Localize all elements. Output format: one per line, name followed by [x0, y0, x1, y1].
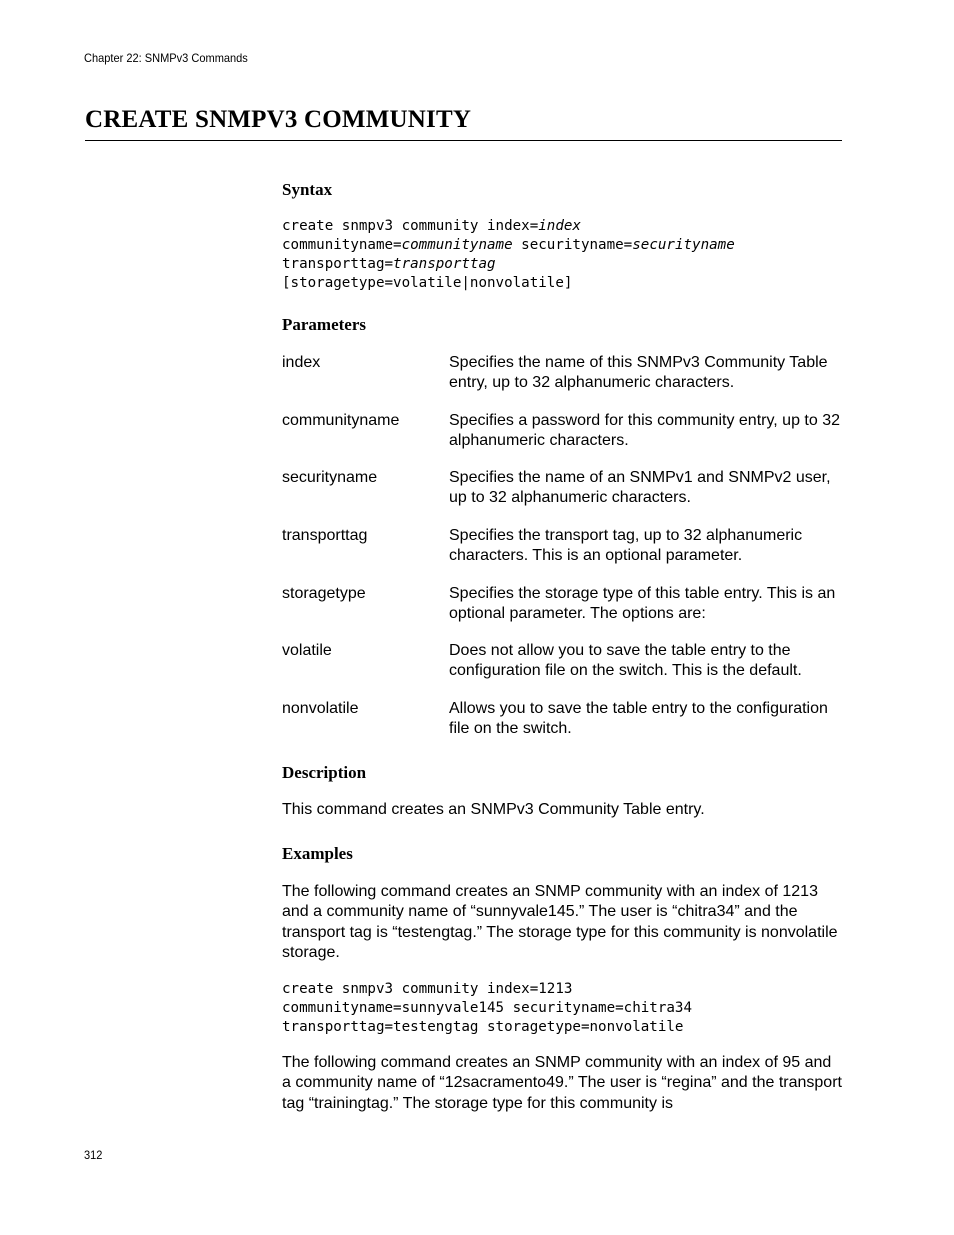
param-desc: Specifies a password for this community entry, up to 32 alphanumeric characters. — [449, 412, 840, 450]
param-name: communityname — [282, 412, 400, 429]
param-name: index — [282, 354, 321, 371]
param-desc: Specifies the transport tag, up to 32 alphanumeric characters. This is an optional parameter. — [449, 527, 803, 565]
example-code-block: create snmpv3 community index=1213 communityname=sunnyvale145 securityname=chitra34 transporttag=testengtag storagetype=nonvolatile — [282, 981, 692, 1035]
param-name: volatile — [282, 642, 332, 659]
examples-heading: Examples — [282, 844, 353, 863]
example-paragraph-2: The following command creates an SNMP community with an index of 95 and a community name of “12sacramento49.” The user is “regina” and the transport tag “trainingtag.” The storage type for this community is — [282, 1054, 842, 1112]
syntax-line1-param: index — [538, 218, 581, 234]
example-paragraph-1: The following command creates an SNMP community with an index of 1213 and a community name of “sunnyvale145.” The user is “chitra34” and the transport tag is “testengtag.” The storage type for this community is nonvolatile storage. — [282, 883, 838, 961]
running-header: Chapter 22: SNMPv3 Commands — [84, 51, 248, 65]
syntax-line3-text: transporttag= — [282, 256, 394, 272]
title-rule — [85, 140, 842, 141]
param-desc: Specifies the name of an SNMPv1 and SNMPv2 user, up to 32 alphanumeric characters. — [449, 469, 831, 507]
page-number: 312 — [84, 1148, 103, 1162]
syntax-heading: Syntax — [282, 180, 333, 199]
param-desc: Allows you to save the table entry to the configuration file on the switch. — [449, 700, 828, 738]
syntax-line4-text: [storagetype=volatile|nonvolatile] — [282, 275, 573, 291]
syntax-line1-text: create snmpv3 community index= — [282, 218, 539, 234]
param-desc: Specifies the storage type of this table entry. This is an optional parameter. The options are: — [449, 585, 836, 623]
syntax-line2-text2: securityname= — [512, 237, 633, 253]
param-name: securityname — [282, 469, 378, 486]
syntax-line2-param2: securityname — [632, 237, 735, 253]
param-desc: Does not allow you to save the table entry to the configuration file on the switch. This is the default. — [449, 642, 802, 680]
param-desc: Specifies the name of this SNMPv3 Community Table entry, up to 32 alphanumeric characters. — [449, 354, 828, 392]
param-name: transporttag — [282, 527, 368, 544]
syntax-code-block — [282, 217, 735, 293]
parameters-heading: Parameters — [282, 315, 367, 334]
param-name: storagetype — [282, 585, 366, 602]
description-heading: Description — [282, 763, 367, 782]
syntax-line2-param: communityname — [401, 237, 513, 253]
syntax-line3-param: transporttag — [393, 256, 496, 272]
param-name: nonvolatile — [282, 700, 359, 717]
description-text: This command creates an SNMPv3 Community Table entry. — [282, 801, 705, 818]
page-title: CREATE SNMPV3 COMMUNITY — [85, 106, 472, 133]
syntax-line2-text: communityname= — [282, 237, 402, 253]
